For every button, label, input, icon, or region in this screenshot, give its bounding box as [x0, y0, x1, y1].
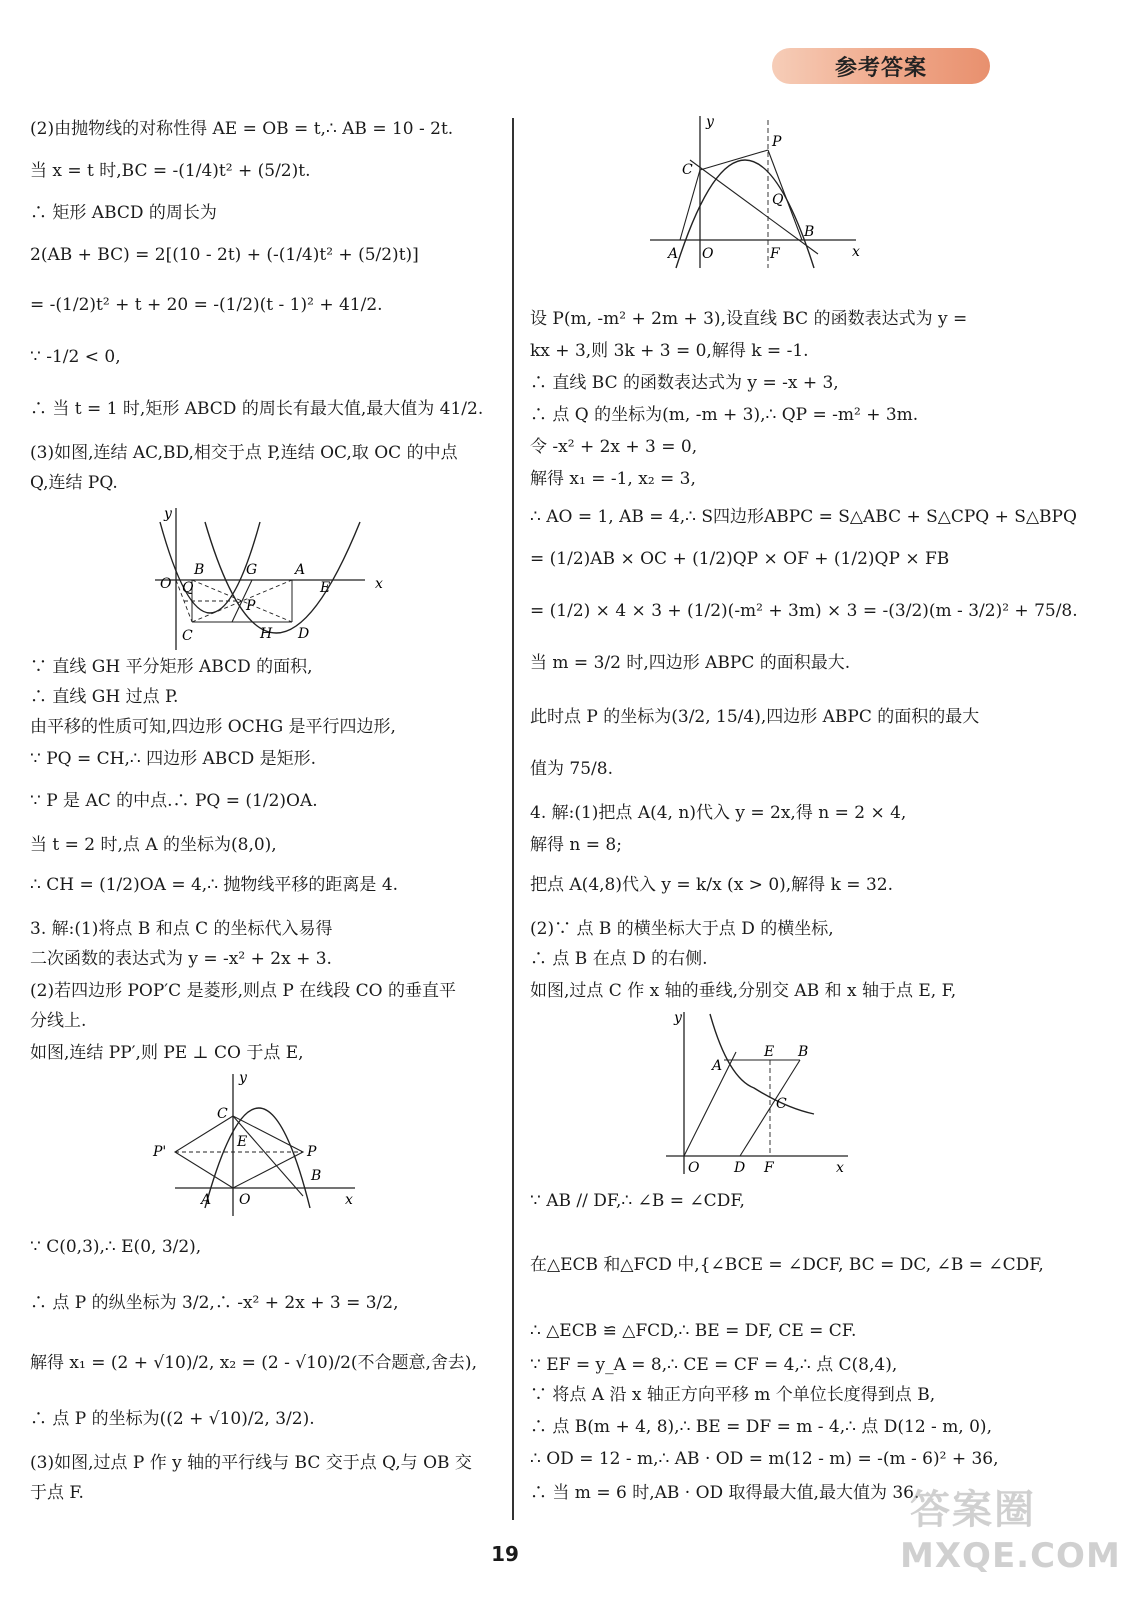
text-line: (2)由抛物线的对称性得 AE = OB = t,∴ AB = 10 - 2t.	[30, 119, 454, 139]
text-line: 二次函数的表达式为 y = -x² + 2x + 3.	[30, 949, 332, 969]
text-line: ∴ 点 Q 的坐标为(m, -m + 3),∴ QP = -m² + 3m.	[530, 405, 919, 425]
text-line: ∴ 当 t = 1 时,矩形 ABCD 的周长有最大值,最大值为 41/2.	[30, 399, 484, 419]
fig4-label: y	[674, 1010, 682, 1026]
fig2-label: P	[307, 1144, 317, 1160]
text-line: ∵ PQ = CH,∴ 四边形 ABCD 是矩形.	[30, 749, 317, 769]
fig1-label: B	[194, 562, 205, 578]
fig3-label: y	[706, 114, 714, 130]
text-line: 如图,过点 C 作 x 轴的垂线,分别交 AB 和 x 轴于点 E, F,	[530, 981, 957, 1001]
fig1-label: O	[160, 576, 172, 592]
text-line: 3. 解:(1)将点 B 和点 C 的坐标代入易得	[30, 919, 333, 939]
watermark-bottom: MXQE.COM	[900, 1536, 1121, 1576]
fig2-label: O	[239, 1192, 251, 1208]
fig3-label: P	[772, 134, 782, 150]
fig2-label: E	[237, 1134, 248, 1150]
text-line: ∴ 当 m = 6 时,AB · OD 取得最大值,最大值为 36.	[530, 1483, 920, 1503]
fig4-label: F	[764, 1160, 774, 1176]
text-line: (3)如图,过点 P 作 y 轴的平行线与 BC 交于点 Q,与 OB 交	[30, 1453, 472, 1473]
text-line: 值为 75/8.	[530, 759, 613, 779]
fig4-label: A	[712, 1058, 723, 1074]
text-line: = (1/2)AB × OC + (1/2)QP × OF + (1/2)QP × FB	[530, 549, 950, 569]
text-line: 在△ECB 和△FCD 中,{∠BCE = ∠DCF, BC = DC, ∠B = ∠CDF,	[530, 1255, 1044, 1275]
text-line: ∴ 矩形 ABCD 的周长为	[30, 203, 217, 223]
fig4-label: B	[798, 1044, 809, 1060]
text-line: Q,连结 PQ.	[30, 473, 118, 493]
text-line: ∵ P 是 AC 的中点.∴ PQ = (1/2)OA.	[30, 791, 318, 811]
figure-1-parabola-rectangle	[150, 504, 390, 654]
text-line: = (1/2) × 4 × 3 + (1/2)(-m² + 3m) × 3 = -(3/2)(m - 3/2)² + 75/8.	[530, 601, 1078, 621]
fig1-label: H	[260, 626, 273, 642]
text-line: ∵ 将点 A 沿 x 轴正方向平移 m 个单位长度得到点 B,	[530, 1385, 936, 1405]
fig4-label: O	[688, 1160, 700, 1176]
text-line: ∵ C(0,3),∴ E(0, 3/2),	[30, 1237, 202, 1257]
text-line: 当 t = 2 时,点 A 的坐标为(8,0),	[30, 835, 277, 855]
fig1-label: x	[375, 576, 383, 592]
figure-4-hyperbola	[656, 1008, 856, 1178]
fig3-label: Q	[772, 192, 784, 208]
fig2-label: P'	[153, 1144, 167, 1160]
text-line: 4. 解:(1)把点 A(4, n)代入 y = 2x,得 n = 2 × 4,	[530, 803, 907, 823]
text-line: ∴ △ECB ≌ △FCD,∴ BE = DF, CE = CF.	[530, 1321, 857, 1341]
fig3-label: x	[852, 244, 860, 260]
fig2-label: B	[311, 1168, 322, 1184]
text-line: ∴ 直线 BC 的函数表达式为 y = -x + 3,	[530, 373, 839, 393]
text-line: = -(1/2)t² + t + 20 = -(1/2)(t - 1)² + 41/2.	[30, 295, 383, 315]
fig1-label: y	[164, 506, 172, 522]
text-line: ∴ 点 B(m + 4, 8),∴ BE = DF = m - 4,∴ 点 D(12 - m, 0),	[530, 1417, 992, 1437]
text-line: 分线上.	[30, 1011, 87, 1031]
answer-key-tab: 参考答案	[772, 48, 990, 84]
fig4-label: C	[776, 1096, 787, 1112]
fig1-label: E	[320, 580, 331, 596]
text-line: (2)∵ 点 B 的横坐标大于点 D 的横坐标,	[530, 919, 834, 939]
fig3-label: C	[682, 162, 693, 178]
text-line: ∴ 点 P 的坐标为((2 + √10)/2, 3/2).	[30, 1409, 315, 1429]
fig3-label: B	[804, 224, 815, 240]
text-line: 当 x = t 时,BC = -(1/4)t² + (5/2)t.	[30, 161, 311, 181]
fig3-label: A	[668, 246, 679, 262]
fig2-label: y	[239, 1070, 247, 1086]
text-line: 解得 x₁ = -1, x₂ = 3,	[530, 469, 696, 489]
text-line: 如图,连结 PP′,则 PE ⊥ CO 于点 E,	[30, 1043, 304, 1063]
fig1-label: P	[246, 598, 256, 614]
page-number: 19	[491, 1542, 519, 1566]
text-line: ∵ AB // DF,∴ ∠B = ∠CDF,	[530, 1191, 745, 1211]
column-divider	[512, 118, 514, 1520]
text-line: 解得 n = 8;	[530, 835, 622, 855]
watermark-logo	[900, 1478, 1121, 1588]
text-line: 当 m = 3/2 时,四边形 ABPC 的面积最大.	[530, 653, 851, 673]
text-line: ∴ CH = (1/2)OA = 4,∴ 抛物线平移的距离是 4.	[30, 875, 399, 895]
text-line: ∵ -1/2 < 0,	[30, 347, 121, 367]
figure-2-rhombus	[145, 1068, 365, 1218]
fig2-label: C	[217, 1106, 228, 1122]
fig4-label: E	[764, 1044, 775, 1060]
text-line: 解得 x₁ = (2 + √10)/2, x₂ = (2 - √10)/2(不合题意,舍去),	[30, 1353, 477, 1373]
fig3-label: O	[702, 246, 714, 262]
figure-3-parabola-quadrilateral	[640, 112, 870, 272]
fig4-label: x	[836, 1160, 844, 1176]
fig1-label: A	[295, 562, 306, 578]
watermark-top: 答案圈	[910, 1487, 1036, 1533]
fig3-label: F	[770, 246, 780, 262]
text-line: ∵ EF = y_A = 8,∴ CE = CF = 4,∴ 点 C(8,4),	[530, 1355, 898, 1375]
text-line: 2(AB + BC) = 2[(10 - 2t) + (-(1/4)t² + (5/2)t)]	[30, 245, 419, 265]
fig2-label: x	[345, 1192, 353, 1208]
text-line: 令 -x² + 2x + 3 = 0,	[530, 437, 698, 457]
text-line: (2)若四边形 POP′C 是菱形,则点 P 在线段 CO 的垂直平	[30, 981, 456, 1001]
text-line: 设 P(m, -m² + 2m + 3),设直线 BC 的函数表达式为 y =	[530, 309, 968, 329]
text-line: ∵ 直线 GH 平分矩形 ABCD 的面积,	[30, 657, 313, 677]
fig1-label: D	[298, 626, 310, 642]
fig1-label: G	[246, 562, 258, 578]
text-line: 把点 A(4,8)代入 y = k/x (x > 0),解得 k = 32.	[530, 875, 893, 895]
text-line: 此时点 P 的坐标为(3/2, 15/4),四边形 ABPC 的面积的最大	[530, 707, 980, 727]
text-line: ∴ AO = 1, AB = 4,∴ S四边形ABPC = S△ABC + S△CPQ + S△BPQ	[530, 507, 1077, 527]
text-line: ∴ 点 P 的纵坐标为 3/2,∴ -x² + 2x + 3 = 3/2,	[30, 1293, 399, 1313]
text-line: kx + 3,则 3k + 3 = 0,解得 k = -1.	[530, 341, 809, 361]
fig2-label: A	[201, 1192, 212, 1208]
text-line: ∴ OD = 12 - m,∴ AB · OD = m(12 - m) = -(m - 6)² + 36,	[530, 1449, 999, 1469]
text-line: 于点 F.	[30, 1483, 84, 1503]
fig4-label: D	[734, 1160, 746, 1176]
text-line: ∴ 直线 GH 过点 P.	[30, 687, 179, 707]
fig1-label: C	[182, 628, 193, 644]
fig1-label: Q	[182, 580, 194, 596]
text-line: 由平移的性质可知,四边形 OCHG 是平行四边形,	[30, 717, 396, 737]
text-line: (3)如图,连结 AC,BD,相交于点 P,连结 OC,取 OC 的中点	[30, 443, 458, 463]
text-line: ∴ 点 B 在点 D 的右侧.	[530, 949, 708, 969]
